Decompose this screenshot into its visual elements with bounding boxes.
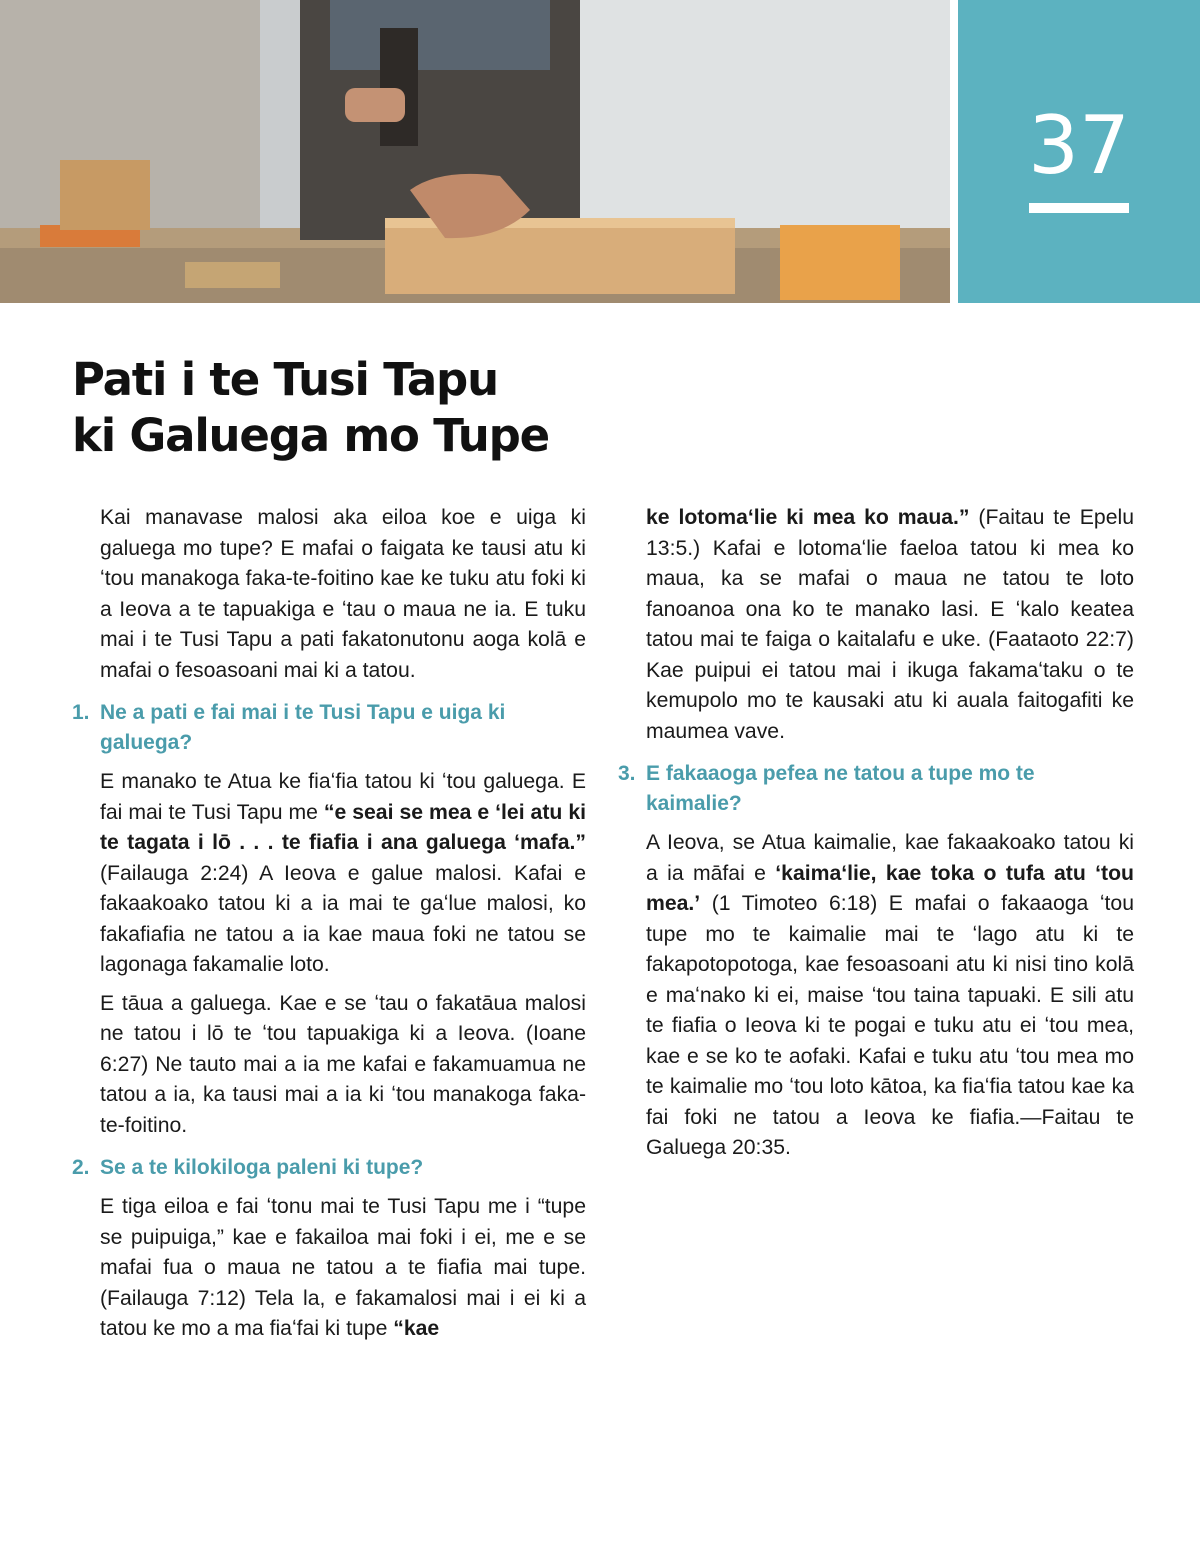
section-1-p1-quote: “e seai se mea e ʻlei atu ki te tagata i lō . . . te fiafia i ana galuega ʻmafa.” bbox=[100, 800, 586, 854]
question-1-number: 1. bbox=[72, 701, 90, 724]
lesson-number: 37 bbox=[1028, 99, 1130, 192]
section-2-paragraph-1a bbox=[100, 1192, 586, 1345]
right-column bbox=[618, 503, 1134, 1172]
question-1-text: Ne a pati e fai mai i te Tusi Tapu e uiga ki galuega? bbox=[100, 701, 506, 754]
question-2-text: Se a te kilokiloga paleni ki tupe? bbox=[100, 1156, 424, 1179]
section-1-paragraph-1 bbox=[100, 767, 586, 981]
section-1-p1-text-c: (Failauga 2:24) A Ieova e galue malosi. Kafai e fakaakoako tatou ki a ia mai te gaʻlue malosi, ko fakafiafia ne tatou a ia kae maua foki ne tatou se lagonaga fakamalie loto. bbox=[100, 861, 586, 976]
hero-photo bbox=[0, 0, 950, 303]
section-3-p1-text-c: (1 Timoteo 6:18) E mafai o fakaaoga ʻtou tupe mo te kaimalie mai te ʻlago atu ki te fakapotopotoga, kae fesoasoani atu ki nisi tino kolā e maʻnako ki ei, maise ʻtou taina tapuaki. E sili atu te fiafia o Ieova ki te pogai e tuku atu ei ʻtou mea, kae e se ko te aofaki. Kafai e tuku atu ʻtou mea mo te kaimalie mo ʻtou loto kātoa, ka fiaʻfia tatou kae ka fai foki ne tatou a Ieova ke fiafia.—Faitau te Galuega 20:35. bbox=[646, 892, 1134, 1159]
question-3-number: 3. bbox=[618, 762, 636, 785]
page-title bbox=[72, 352, 549, 464]
section-2-paragraph-1b bbox=[646, 503, 1134, 747]
lesson-number-badge bbox=[958, 0, 1200, 303]
page-title-line-1: Pati i te Tusi Tapu bbox=[72, 353, 498, 406]
section-3-p1-quote: ‘kaimaʻlie, kae toka o tufa atu ʻtou mea.’ bbox=[646, 861, 1134, 915]
left-column bbox=[72, 503, 586, 1353]
lesson-number-underline bbox=[1029, 203, 1129, 213]
intro-paragraph: Kai manavase malosi aka eiloa koe e uiga ki galuega mo tupe? E mafai o faigata ke tausi atu ki ʻtou manakoga faka-te-foitino kae ke tuku atu foki ki a Ieova a te tapuakiga e ʻtau o maua ne ia. E tuku mai i te Tusi Tapu a pati fakatonutonu aoga kolā e mafai o fesoasoani mai ki a tatou. bbox=[100, 506, 586, 682]
section-1-p1-text-a: E manako te Atua ke fiaʻfia tatou ki ʻtou galuega. E fai mai te Tusi Tapu me bbox=[100, 770, 586, 824]
section-2-p1-quote-start: “kae bbox=[393, 1317, 440, 1340]
question-2 bbox=[72, 1153, 586, 1183]
page-title-line-2: ki Galuega mo Tupe bbox=[72, 409, 549, 462]
question-2-number: 2. bbox=[72, 1156, 90, 1179]
carpenter-hammer-photo-icon bbox=[0, 0, 950, 303]
question-3-text: E fakaaoga pefea ne tatou a tupe mo te kaimalie? bbox=[646, 762, 1035, 815]
section-3-paragraph-1 bbox=[646, 828, 1134, 1164]
section-3-p1-text-a: A Ieova, se Atua kaimalie, kae fakaakoako tatou ki a ia māfai e bbox=[646, 831, 1134, 885]
question-3 bbox=[618, 759, 1134, 819]
section-2-p1-text-c: (Faitau te Epelu 13:5.) Kafai e lotomaʻlie faeloa tatou ki mea ko maua, ka se mafai o maua ne tatou te loto fanoanoa ona ko te manako lasi. E ʻkalo keatea tatou mai te faiga o kaitalafu e uke. (Faataoto 22:7) Kae puipui ei tatou mai i ikuga fakamaʻtaku o te kemupolo mo te kausaki atu ki auala faitogafiti ke maumea vave. bbox=[646, 506, 1134, 743]
question-1 bbox=[72, 698, 586, 758]
section-2-p1-text-a: E tiga eiloa e fai ʻtonu mai te Tusi Tapu me i “tupe se puipuiga,” kae e fakailoa mai foki i ei, me e se mafai fua o maua ne tatou a te fiafia mai tupe. (Failauga 7:12) Tela la, e fakamalosi mai i ei ki a tatou ke mo a ma fiaʻfai ki tupe bbox=[100, 1195, 586, 1340]
section-2-p1-quote-end: ke lotomaʻlie ki mea ko maua.” bbox=[646, 506, 970, 529]
section-1-paragraph-2: E tāua a galuega. Kae e se ʻtau o fakatāua malosi ne tatou i lō te ʻtou tapuakiga ki a Ieova. (Ioane 6:27) Ne tauto mai a ia me kafai e fakamuamua ne tatou a ia, ka tausi mai a ia ki ʻtou manakoga faka-te-foitino. bbox=[100, 991, 586, 1137]
